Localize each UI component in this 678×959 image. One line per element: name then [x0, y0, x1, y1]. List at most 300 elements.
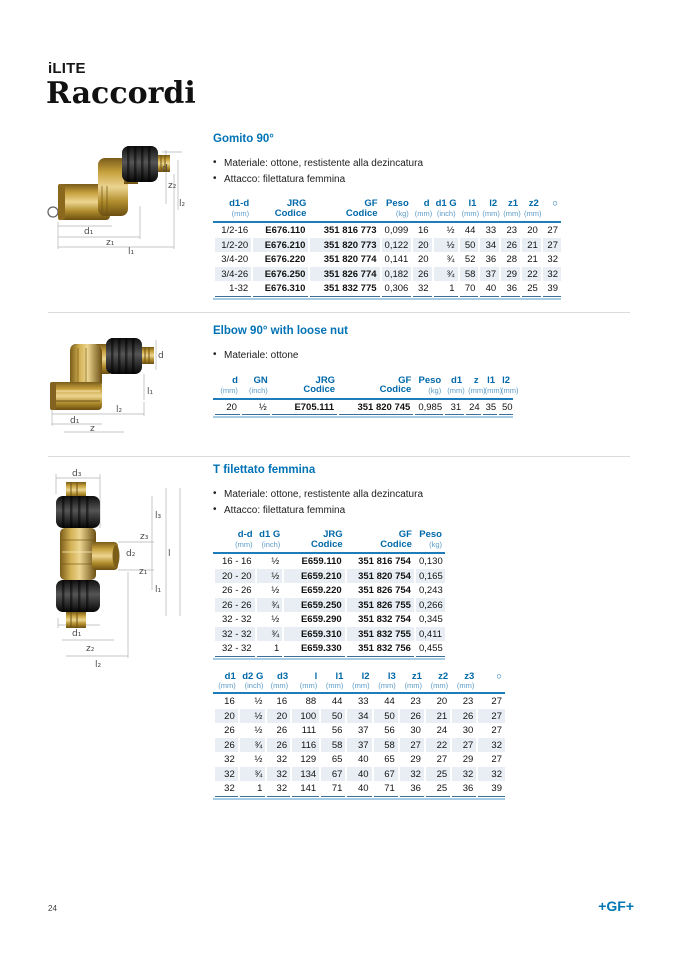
table-cell: 50: [498, 399, 513, 415]
table-row: [214, 612, 445, 627]
column-header: l: [314, 670, 318, 682]
column-header: GF: [398, 374, 412, 386]
column-unit: (mm): [451, 682, 477, 693]
table-cell: 351 820 754: [346, 569, 415, 584]
black-clamp-top: [56, 496, 100, 528]
dim-label-z1: z₁: [139, 567, 148, 577]
table-cell: 129: [291, 752, 320, 767]
table-cell: 0,455: [415, 641, 445, 656]
table-cell: 351 820 745: [338, 399, 414, 415]
column-unit: (mm): [465, 385, 481, 398]
black-clamp-nut: [106, 338, 142, 374]
table-cell: 32 - 32: [214, 641, 256, 656]
column-header: d: [232, 374, 238, 386]
table-cell: 25: [521, 281, 542, 296]
table-row: [214, 553, 445, 569]
dim-label-l1: l₁: [128, 247, 135, 255]
table-cell: 30: [451, 723, 477, 738]
column-unit: [477, 682, 505, 693]
dim-label-l1: l₁: [155, 585, 162, 595]
table-cell: 32: [542, 267, 561, 282]
table-cell: 32: [214, 752, 239, 767]
table-cell: 351 832 775: [309, 281, 380, 296]
table-cell: 3/4-20: [214, 252, 252, 267]
table-cell: 21: [521, 252, 542, 267]
column-unit: [542, 209, 561, 222]
table-cell: ½: [256, 569, 284, 584]
bullet-item: • Materiale: ottone: [213, 350, 613, 363]
column-unit: (mm): [214, 682, 239, 693]
table-cell: 351 826 774: [309, 267, 380, 282]
column-header: d2 G: [242, 670, 264, 682]
table-cell: 27: [399, 738, 425, 753]
column-unit: (inch): [433, 209, 459, 222]
table-cell: 32: [542, 252, 561, 267]
table-row: [214, 252, 561, 267]
table-cell: 26: [412, 267, 433, 282]
column-unit: (mm): [521, 209, 542, 222]
brass-tip: [142, 347, 154, 364]
column-unit: (mm): [459, 209, 480, 222]
column-unit: (kg): [414, 385, 444, 398]
table-cell: 33: [479, 222, 500, 238]
table-cell: 58: [320, 738, 346, 753]
table-cell: 56: [373, 723, 399, 738]
table-cell: 32: [214, 767, 239, 782]
page-number: 24: [48, 904, 57, 913]
table-cell: ½: [256, 583, 284, 598]
column-unit: (inch): [256, 540, 284, 553]
table-cell: 67: [373, 767, 399, 782]
column-header: d1: [224, 670, 236, 682]
bullet-list: [213, 158, 613, 186]
table-cell: 40: [346, 781, 372, 796]
table-cell: 50: [459, 238, 480, 253]
column-header: Peso: [418, 374, 442, 386]
column-header: l1: [468, 198, 477, 209]
table-cell: 27: [477, 693, 505, 709]
table-cell: ¾: [239, 738, 267, 753]
table-row: [214, 627, 445, 642]
table-cell: 351 826 754: [346, 583, 415, 598]
dim-label-d3: d₃: [72, 469, 82, 479]
column-header: l1: [335, 670, 344, 682]
bullet-list: [213, 489, 613, 517]
table-cell: 27: [542, 238, 561, 253]
column-unit: Codice: [309, 209, 380, 222]
table-cell: 50: [373, 709, 399, 724]
section-elbow-loose-nut: [213, 325, 613, 421]
table-cell: 37: [346, 723, 372, 738]
table-cell: 351 820 773: [309, 238, 380, 253]
table-cell: 26 - 26: [214, 583, 256, 598]
table-cell: 1-32: [214, 281, 252, 296]
column-header: l2: [361, 670, 370, 682]
column-unit: (inch): [239, 682, 267, 693]
table-cell: 116: [291, 738, 320, 753]
column-unit: (mm): [425, 682, 451, 693]
column-header: GF: [398, 529, 412, 540]
table-cell: 134: [291, 767, 320, 782]
column-unit: (kg): [381, 209, 412, 222]
column-header: Peso: [419, 529, 442, 540]
table-cell: ½: [256, 612, 284, 627]
table-cell: 27: [477, 709, 505, 724]
dim-label-d: d: [162, 164, 168, 174]
column-unit: Codice: [283, 540, 345, 553]
table-row: [214, 781, 505, 796]
table-cell: 44: [459, 222, 480, 238]
table-cell: 37: [479, 267, 500, 282]
black-clamp-bottom: [56, 580, 100, 612]
section-divider: [48, 456, 630, 457]
table-cell: 20: [412, 252, 433, 267]
table-cell: 141: [291, 781, 320, 796]
table-cell: 67: [320, 767, 346, 782]
table-cell: 44: [320, 693, 346, 709]
column-header: JRG: [323, 529, 343, 540]
dim-label-l: l: [168, 549, 171, 559]
table-cell: 0,165: [415, 569, 445, 584]
tee-illustration: [48, 468, 198, 683]
table-cell: E659.310: [283, 627, 345, 642]
section-divider: [48, 312, 630, 313]
table-cell: ¾: [256, 598, 284, 613]
table-cell: 21: [521, 238, 542, 253]
table-cell: 44: [373, 693, 399, 709]
section-gomito-90: [213, 133, 613, 303]
table-cell: 39: [477, 781, 505, 796]
column-header: l3: [387, 670, 396, 682]
table-cell: 26: [266, 723, 291, 738]
table-cell: 0,306: [381, 281, 412, 296]
table-cell: 71: [320, 781, 346, 796]
table-cell: 32 - 32: [214, 627, 256, 642]
column-header: d-d: [237, 529, 253, 540]
table-cell: E659.110: [283, 553, 345, 569]
table-cell: E676.210: [252, 238, 309, 253]
table-cell: 65: [373, 752, 399, 767]
table-cell: 26: [500, 238, 521, 253]
table-cell: 50: [320, 709, 346, 724]
table-cell: E676.110: [252, 222, 309, 238]
column-unit: (inch): [241, 385, 271, 398]
table-cell: 23: [399, 693, 425, 709]
dim-label-d1: d₁: [70, 416, 80, 426]
table-cell: E659.330: [283, 641, 345, 656]
column-header: z1: [411, 670, 422, 682]
brass-bottom-spigot: [66, 612, 86, 628]
table-cell: 1/2-20: [214, 238, 252, 253]
table-cell: E676.220: [252, 252, 309, 267]
table-cell: 36: [500, 281, 521, 296]
tee-codes-table: [213, 529, 445, 657]
table-cell: ½: [256, 553, 284, 569]
table-cell: 32: [412, 281, 433, 296]
elbow-90-illustration: [44, 140, 194, 255]
table-cell: 33: [346, 693, 372, 709]
table-cell: 28: [500, 252, 521, 267]
column-header: JRG: [315, 374, 336, 386]
column-header: d1 G: [259, 529, 281, 540]
table-cell: 32: [477, 738, 505, 753]
table-cell: 26: [214, 723, 239, 738]
page-title: Raccordi: [46, 76, 196, 111]
gf-logo: +GF+: [598, 898, 634, 914]
table-row: [214, 738, 505, 753]
column-header: Peso: [386, 198, 409, 209]
dim-label-z2: z₂: [86, 644, 95, 654]
section-tee-femmina: [213, 464, 613, 803]
table-cell: 26: [214, 738, 239, 753]
column-unit: (mm): [412, 209, 433, 222]
section-title: Elbow 90° with loose nut: [213, 325, 348, 337]
bullet-item: • Materiale: ottone, restistente alla dezincatura: [213, 158, 613, 171]
table-cell: 32 - 32: [214, 612, 256, 627]
table-cell: 31: [444, 399, 465, 415]
table-cell: 351 816 773: [309, 222, 380, 238]
elbow-90-spec-table: [213, 198, 561, 297]
table-cell: ¾: [256, 627, 284, 642]
table-cell: 27: [542, 222, 561, 238]
column-unit: (mm): [482, 385, 498, 398]
table-cell: 0,266: [415, 598, 445, 613]
table-cell: ½: [241, 399, 271, 415]
table-cell: 351 820 774: [309, 252, 380, 267]
column-header: d1 G: [435, 198, 457, 209]
table-cell: 1: [433, 281, 459, 296]
column-unit: Codice: [346, 540, 415, 553]
table-cell: 30: [399, 723, 425, 738]
table-cell: ¾: [239, 767, 267, 782]
table-cell: 351 832 755: [346, 627, 415, 642]
product-photo-elbow-90: [44, 140, 194, 260]
table-cell: 23: [500, 222, 521, 238]
column-header: l2: [489, 198, 498, 209]
brass-center-body: [60, 528, 120, 580]
column-header: GN: [253, 374, 268, 386]
dim-label-l2: l₂: [116, 405, 123, 415]
table-cell: 0,130: [415, 553, 445, 569]
column-unit: (mm): [498, 385, 513, 398]
bullet-item: • Attacco: filettatura femmina: [213, 505, 613, 518]
table-cell: ½: [239, 709, 267, 724]
table-cell: E659.250: [283, 598, 345, 613]
column-header: JRG: [286, 198, 307, 209]
column-unit: Codice: [271, 385, 338, 398]
column-unit: (mm): [214, 209, 252, 222]
product-photo-elbow-loose-nut: [44, 332, 194, 442]
table-cell: 16: [266, 693, 291, 709]
table-cell: 25: [425, 767, 451, 782]
black-clamp-nut: [122, 146, 158, 182]
tee-dimensions-table: [213, 671, 505, 797]
dim-label-d: d: [158, 351, 164, 361]
table-row: [214, 569, 445, 584]
column-header: ○: [496, 670, 502, 682]
table-cell: 70: [459, 281, 480, 296]
table-row: [214, 399, 513, 415]
table-cell: 26 - 26: [214, 598, 256, 613]
table-cell: 111: [291, 723, 320, 738]
table-cell: 32: [266, 781, 291, 796]
table-cell: 351 832 754: [346, 612, 415, 627]
table-cell: 351 816 754: [346, 553, 415, 569]
circle-symbol: [48, 207, 58, 217]
table-cell: E676.250: [252, 267, 309, 282]
column-unit: (mm): [214, 540, 256, 553]
table-cell: E659.210: [283, 569, 345, 584]
dim-label-z3: z₃: [140, 532, 149, 542]
table-cell: 20: [521, 222, 542, 238]
table-cell: 16 - 16: [214, 553, 256, 569]
table-cell: 34: [479, 238, 500, 253]
table-cell: 40: [479, 281, 500, 296]
hex-loose-nut: [50, 382, 102, 410]
table-cell: 26: [399, 709, 425, 724]
column-unit: (mm): [500, 209, 521, 222]
column-unit: (mm): [399, 682, 425, 693]
elbow-loose-nut-illustration: [44, 332, 194, 437]
dim-label-l1: l₁: [147, 387, 154, 397]
table-cell: 1: [256, 641, 284, 656]
table-cell: 29: [500, 267, 521, 282]
table-cell: 52: [459, 252, 480, 267]
table-cell: 29: [451, 752, 477, 767]
table-cell: 27: [425, 752, 451, 767]
table-cell: 27: [451, 738, 477, 753]
table-cell: 0,182: [381, 267, 412, 282]
table-cell: 0,141: [381, 252, 412, 267]
column-header: d1: [451, 374, 463, 386]
table-cell: 20: [266, 709, 291, 724]
table-cell: 22: [521, 267, 542, 282]
table-cell: ¾: [433, 252, 459, 267]
dim-label-l3: l₃: [155, 511, 162, 521]
table-cell: 34: [346, 709, 372, 724]
table-cell: 1: [239, 781, 267, 796]
section-title: Gomito 90°: [213, 133, 274, 145]
column-unit: (mm): [214, 385, 241, 398]
column-header: d: [423, 198, 430, 209]
table-row: [214, 641, 445, 656]
table-cell: ½: [433, 238, 459, 253]
dim-label-z1: z₁: [106, 238, 115, 248]
table-cell: 27: [477, 752, 505, 767]
table-cell: 56: [320, 723, 346, 738]
table-cell: E659.220: [283, 583, 345, 598]
table-row: [214, 752, 505, 767]
table-row: [214, 583, 445, 598]
column-unit: (mm): [291, 682, 320, 693]
table-cell: 0,345: [415, 612, 445, 627]
table-row: [214, 598, 445, 613]
column-unit: (mm): [479, 209, 500, 222]
table-cell: 71: [373, 781, 399, 796]
column-header: z3: [464, 670, 475, 682]
column-unit: Codice: [338, 385, 414, 398]
table-cell: 27: [477, 723, 505, 738]
table-cell: ½: [433, 222, 459, 238]
table-cell: 40: [346, 767, 372, 782]
table-cell: 32: [266, 752, 291, 767]
column-header: z2: [528, 198, 539, 209]
column-header: l2: [502, 374, 510, 386]
table-row: [214, 723, 505, 738]
table-cell: 0,099: [381, 222, 412, 238]
product-photo-tee: [48, 468, 198, 688]
table-cell: 20: [214, 399, 241, 415]
table-cell: ½: [239, 693, 267, 709]
column-header: GF: [364, 198, 378, 209]
table-cell: 32: [477, 767, 505, 782]
table-cell: 36: [451, 781, 477, 796]
dim-label-d1: d₁: [84, 227, 94, 237]
table-cell: 36: [399, 781, 425, 796]
column-header: z1: [507, 198, 519, 209]
table-cell: 20: [412, 238, 433, 253]
table-row: [214, 281, 561, 296]
table-cell: 20: [425, 693, 451, 709]
table-cell: 36: [479, 252, 500, 267]
table-cell: 0,985: [414, 399, 444, 415]
table-cell: ½: [239, 723, 267, 738]
table-cell: 35: [482, 399, 498, 415]
table-cell: E676.310: [252, 281, 309, 296]
table-cell: 26: [266, 738, 291, 753]
table-cell: 3/4-26: [214, 267, 252, 282]
table-cell: 16: [214, 693, 239, 709]
column-header: z2: [438, 670, 449, 682]
table-cell: 88: [291, 693, 320, 709]
table-cell: 26: [451, 709, 477, 724]
table-cell: 65: [320, 752, 346, 767]
table-cell: 32: [451, 767, 477, 782]
dim-label-d1: d₁: [72, 629, 82, 639]
column-unit: (kg): [415, 540, 445, 553]
column-header: z: [473, 374, 479, 386]
table-cell: 39: [542, 281, 561, 296]
column-unit: (mm): [346, 682, 372, 693]
table-cell: 32: [266, 767, 291, 782]
table-row: [214, 709, 505, 724]
section-title: T filettato femmina: [213, 464, 316, 476]
table-cell: 24: [425, 723, 451, 738]
table-cell: 0,122: [381, 238, 412, 253]
table-cell: 0,411: [415, 627, 445, 642]
table-cell: 40: [346, 752, 372, 767]
table-cell: 1/2-16: [214, 222, 252, 238]
table-row: [214, 767, 505, 782]
dim-label-l2: l₂: [179, 199, 186, 209]
table-cell: 37: [346, 738, 372, 753]
elbow-loose-nut-spec-table: [213, 374, 519, 416]
table-cell: 23: [451, 693, 477, 709]
bullet-item: • Attacco: filettatura femmina: [213, 174, 613, 187]
column-unit: Codice: [252, 209, 309, 222]
table-cell: ¾: [433, 267, 459, 282]
dim-label-d2: d₂: [126, 549, 136, 559]
table-cell: 20: [214, 709, 239, 724]
table-row: [214, 222, 561, 238]
table-cell: 16: [412, 222, 433, 238]
table-cell: 29: [399, 752, 425, 767]
table-row: [214, 238, 561, 253]
column-header: ○: [552, 198, 558, 209]
table-cell: 100: [291, 709, 320, 724]
column-header: d1-d: [229, 198, 250, 209]
dim-label-l2: l₂: [95, 660, 102, 670]
